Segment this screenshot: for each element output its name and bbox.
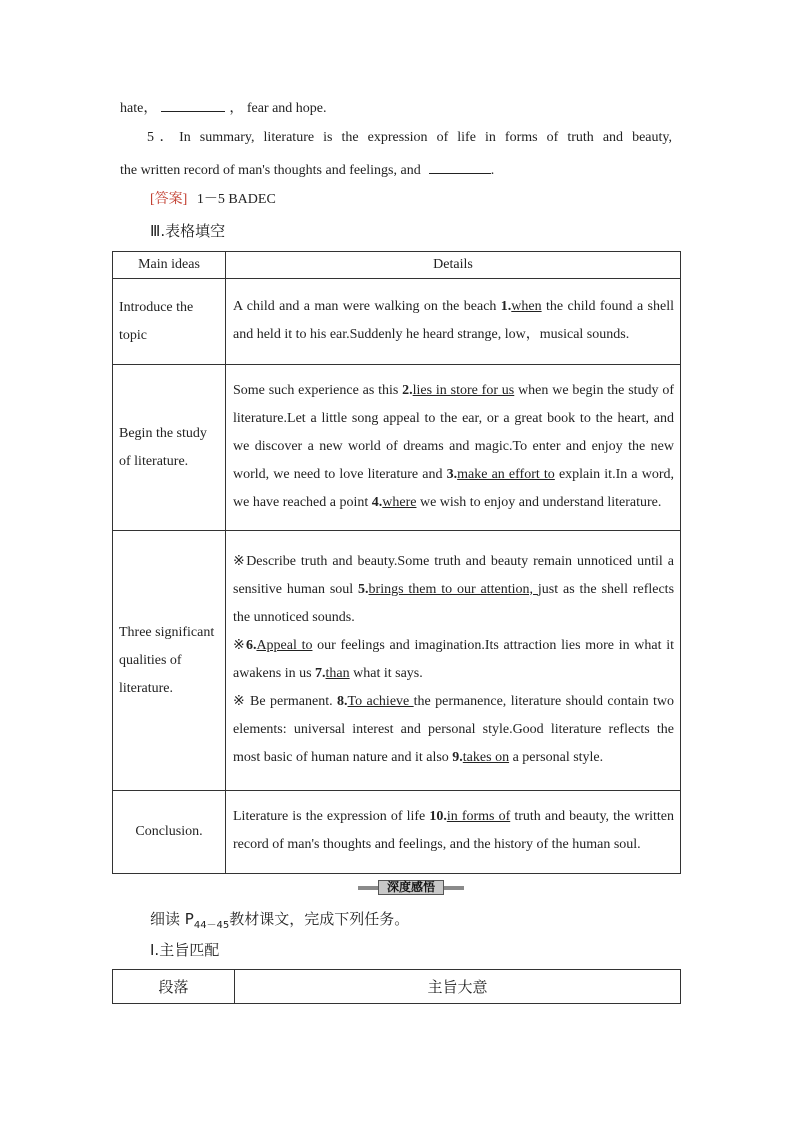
detail-text: explain it.In a word, we have reached a point [233,466,675,510]
detail-text: when we begin the study of literature.Let a little song appeal to the ear, or a great book to the heart, and we discover a new world of dreams and magic.To enter and enjoy the new world, we need to love literature and [233,382,675,482]
answer-line [150,190,702,210]
answer-blank [161,97,225,112]
question-5-line-1: 5．In summary, literature is the expression of life in forms of truth and beauty, [147,130,672,145]
blank-answer: make an effort to [457,466,555,482]
header-details: Details [226,252,681,279]
details-cell [226,791,681,874]
quality-paragraph [233,688,674,772]
fill-line-start: hate， [120,101,158,116]
fill-table [112,251,681,874]
blank-number: 9. [452,749,463,765]
page-range: 44－45 [193,920,230,931]
section-1-title: Ⅰ.主旨匹配 [150,941,220,959]
header-main-ideas: Main ideas [113,252,226,279]
blank-number: 3. [446,466,458,482]
main-idea-table [112,969,681,1004]
section-3-title: Ⅲ.表格填空 [150,222,226,240]
blank-number: 10. [429,809,447,824]
main-idea-cell: Introduce the topic [113,279,226,365]
table-row [113,279,681,365]
answer-blank [429,159,491,174]
details-cell [226,279,681,365]
blank-number: 1. [500,298,512,314]
blank-answer: Appeal to [256,637,313,653]
table-row [113,531,681,791]
detail-text: truth and beauty, the written record of man's thoughts and feelings, and the history of the human soul. [233,809,674,852]
detail-text: ※ Be permanent. [233,693,338,709]
fill-line-end: ， fear and hope. [229,101,327,116]
detail-text: just as the shell reflects the unnoticed sounds. [233,581,675,625]
answer-text: 1－5 BADEC [196,192,276,207]
details-text [233,809,674,852]
quality-paragraph [233,548,674,632]
instruction-suffix: 教材课文，完成下列任务。 [229,910,410,928]
details-cell [226,365,681,531]
table-header-row [113,252,681,279]
details-cell [226,531,681,791]
instruction-prefix: 细读 P [150,910,194,928]
section-banner [358,880,464,895]
blank-number: 7. [315,665,326,681]
blank-answer: than [325,665,350,681]
details-text [233,299,674,342]
blank-number: 6. [245,637,257,653]
blank-answer: brings them to our attention, [368,581,538,597]
instruction-line [150,909,702,936]
table-row [113,365,681,531]
detail-text: the permanence, literature should contain two elements: universal interest and personal style.Good literature reflects the most basic of human nature and it also [233,693,674,765]
detail-text: we wish to enjoy and understand literature. [416,494,662,510]
detail-text: A child and a man were walking on the beach [233,298,501,314]
main-idea-cell: Begin the study of literature. [113,365,226,531]
blank-answer: To achieve [347,693,414,709]
fill-line-hate [120,97,672,119]
detail-text: ※Describe truth and beauty.Some truth and beauty remain unnoticed until a sensitive human soul [233,553,674,597]
question-5-period: . [490,163,495,178]
main-idea-cell: Three significant qualities of literature. [113,531,226,791]
quality-paragraph [233,632,674,688]
main-idea-cell: Conclusion. [113,791,226,874]
detail-text: what it says. [349,665,423,681]
blank-answer: where [382,494,417,510]
blank-number: 4. [371,494,383,510]
blank-answer: takes on [462,749,510,765]
blank-answer: in forms of [446,809,511,824]
detail-text: ※ [233,637,246,653]
blank-answer: when [511,298,542,314]
detail-text: the child found a shell and held it to his ear.Suddenly he heard strange, low，musical sounds. [233,298,674,342]
blank-number: 2. [402,382,413,398]
banner-label: 深度感悟 [378,880,444,895]
detail-text: a personal style. [509,749,604,765]
header-paragraph: 段落 [113,970,235,1004]
blank-number: 5. [358,581,369,597]
blank-number: 8. [337,693,348,709]
table-row [113,791,681,874]
blank-answer: lies in store for us [412,382,515,398]
detail-text: Some such experience as this [233,382,403,398]
detail-text: our feelings and imagination.Its attraction lies more in what it awakens in us [233,637,674,681]
table-header-row [113,970,681,1004]
answer-label: [答案] [150,192,188,207]
question-5-text: the written record of man's thoughts and feelings, and [120,163,421,178]
header-main-idea: 主旨大意 [235,970,681,1004]
question-5-line-2 [120,159,672,181]
detail-text: Literature is the expression of life [233,809,430,824]
details-text [233,383,674,510]
